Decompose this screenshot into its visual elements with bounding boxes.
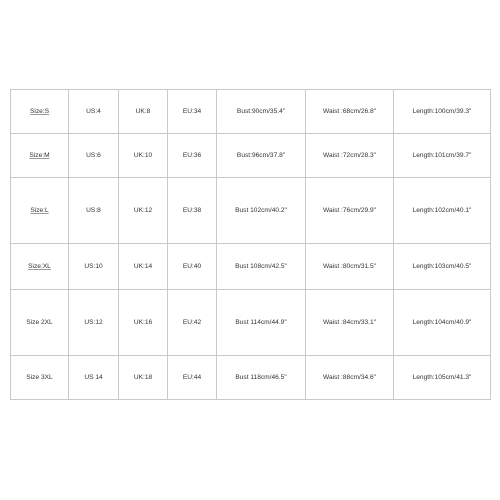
- uk-size: UK:12: [119, 178, 168, 244]
- size-label: Size:M: [11, 134, 69, 178]
- table-row: [11, 355, 491, 399]
- length-measurement: Length:105cm/41.3": [394, 355, 491, 399]
- us-size: US:8: [69, 178, 119, 244]
- bust-measurement: Bust:96cm/37.8": [217, 134, 306, 178]
- waist-measurement: Waist :88cm/34.6": [306, 355, 394, 399]
- eu-size: EU:34: [168, 90, 217, 134]
- us-size: US:6: [69, 134, 119, 178]
- size-label: Size:L: [11, 178, 69, 244]
- uk-size: UK:14: [119, 244, 168, 289]
- uk-size: UK:18: [119, 355, 168, 399]
- eu-size: EU:38: [168, 178, 217, 244]
- length-measurement: Length:103cm/40.5": [394, 244, 491, 289]
- table-row: [11, 90, 491, 134]
- size-label: Size:S: [11, 90, 69, 134]
- table-row: [11, 244, 491, 289]
- waist-measurement: Waist :72cm/28.3": [306, 134, 394, 178]
- eu-size: EU:42: [168, 289, 217, 355]
- waist-measurement: Waist :80cm/31.5": [306, 244, 394, 289]
- eu-size: EU:36: [168, 134, 217, 178]
- eu-size: EU:44: [168, 355, 217, 399]
- bust-measurement: Bust 114cm/44.9": [217, 289, 306, 355]
- table-row: [11, 289, 491, 355]
- table-row: [11, 178, 491, 244]
- size-label: Size:XL: [11, 244, 69, 289]
- waist-measurement: Waist :76cm/29.9": [306, 178, 394, 244]
- table-row: [11, 134, 491, 178]
- uk-size: UK:8: [119, 90, 168, 134]
- bust-measurement: Bust 118cm/46.5": [217, 355, 306, 399]
- eu-size: EU:40: [168, 244, 217, 289]
- us-size: US 14: [69, 355, 119, 399]
- bust-measurement: Bust:90cm/35.4": [217, 90, 306, 134]
- uk-size: UK:10: [119, 134, 168, 178]
- waist-measurement: Waist :84cm/33.1": [306, 289, 394, 355]
- uk-size: UK:16: [119, 289, 168, 355]
- waist-measurement: Waist :68cm/26.8": [306, 90, 394, 134]
- length-measurement: Length:101cm/39.7": [394, 134, 491, 178]
- us-size: US:10: [69, 244, 119, 289]
- length-measurement: Length:102cm/40.1": [394, 178, 491, 244]
- size-label: Size 2XL: [11, 289, 69, 355]
- size-label: Size 3XL: [11, 355, 69, 399]
- bust-measurement: Bust 102cm/40.2": [217, 178, 306, 244]
- bust-measurement: Bust 108cm/42.5": [217, 244, 306, 289]
- us-size: US:12: [69, 289, 119, 355]
- us-size: US:4: [69, 90, 119, 134]
- size-chart-table: [10, 89, 491, 400]
- length-measurement: Length:100cm/39.3": [394, 90, 491, 134]
- length-measurement: Length:104cm/40.9": [394, 289, 491, 355]
